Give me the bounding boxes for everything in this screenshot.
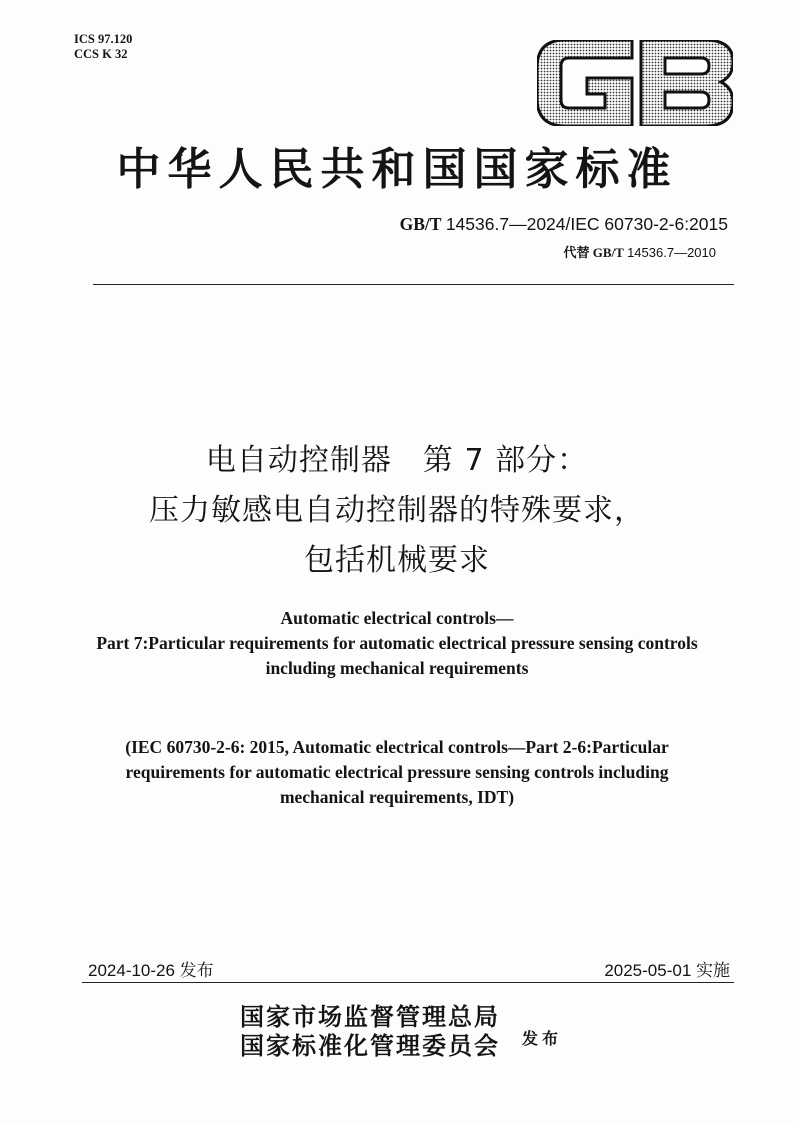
replaces-standard: [564, 242, 717, 261]
english-title-line-3: including mechanical requirements: [265, 658, 529, 678]
effective-date: 2025-05-01 实施: [604, 961, 730, 980]
national-standard-title: 中华人民共和国国家标准: [116, 144, 678, 195]
chinese-title-line-3: 包括机械要求: [304, 543, 490, 578]
standard-number-value: 14536.7—2024/IEC 60730-2-6:2015: [445, 214, 728, 234]
bottom-divider: [82, 982, 734, 983]
issuing-authorities: [240, 1002, 500, 1060]
chinese-title: [40, 436, 754, 586]
ccs-code: CCS K 32: [74, 47, 128, 61]
chinese-title-line-2: 压力敏感电自动控制器的特殊要求，: [149, 493, 645, 528]
english-title: [40, 606, 754, 681]
ics-code: ICS 97.120: [74, 32, 133, 46]
iec-reference-line-3: mechanical requirements, IDT): [279, 787, 515, 807]
english-title-line-2: Part 7:Particular requirements for automatic electrical pressure sensing controls: [96, 633, 698, 653]
english-title-line-1: Automatic electrical controls—: [280, 608, 514, 628]
standard-number: [400, 214, 728, 235]
replaces-prefix: 代替 GB/T: [563, 245, 624, 260]
standard-number-prefix: GB/T: [399, 214, 442, 234]
issuer-sac: 国家标准化管理委员会: [240, 1031, 500, 1060]
issuer-samr: 国家市场监督管理总局: [240, 1002, 500, 1031]
ics-ccs-codes: [74, 32, 132, 62]
publish-label: 发布: [522, 1029, 563, 1048]
iec-reference: [40, 735, 754, 810]
iec-reference-line-2: requirements for automatic electrical pressure sensing controls including: [125, 762, 669, 782]
iec-reference-line-1: (IEC 60730-2-6: 2015, Automatic electrical controls—Part 2-6:Particular: [125, 737, 669, 757]
replaces-number: 14536.7—2010: [627, 245, 716, 260]
gb-logo-icon: [537, 40, 733, 126]
top-divider: [93, 284, 734, 285]
issue-date: 2024-10-26 发布: [88, 961, 214, 980]
chinese-title-line-1: 电自动控制器 第 7 部分：: [205, 443, 589, 478]
